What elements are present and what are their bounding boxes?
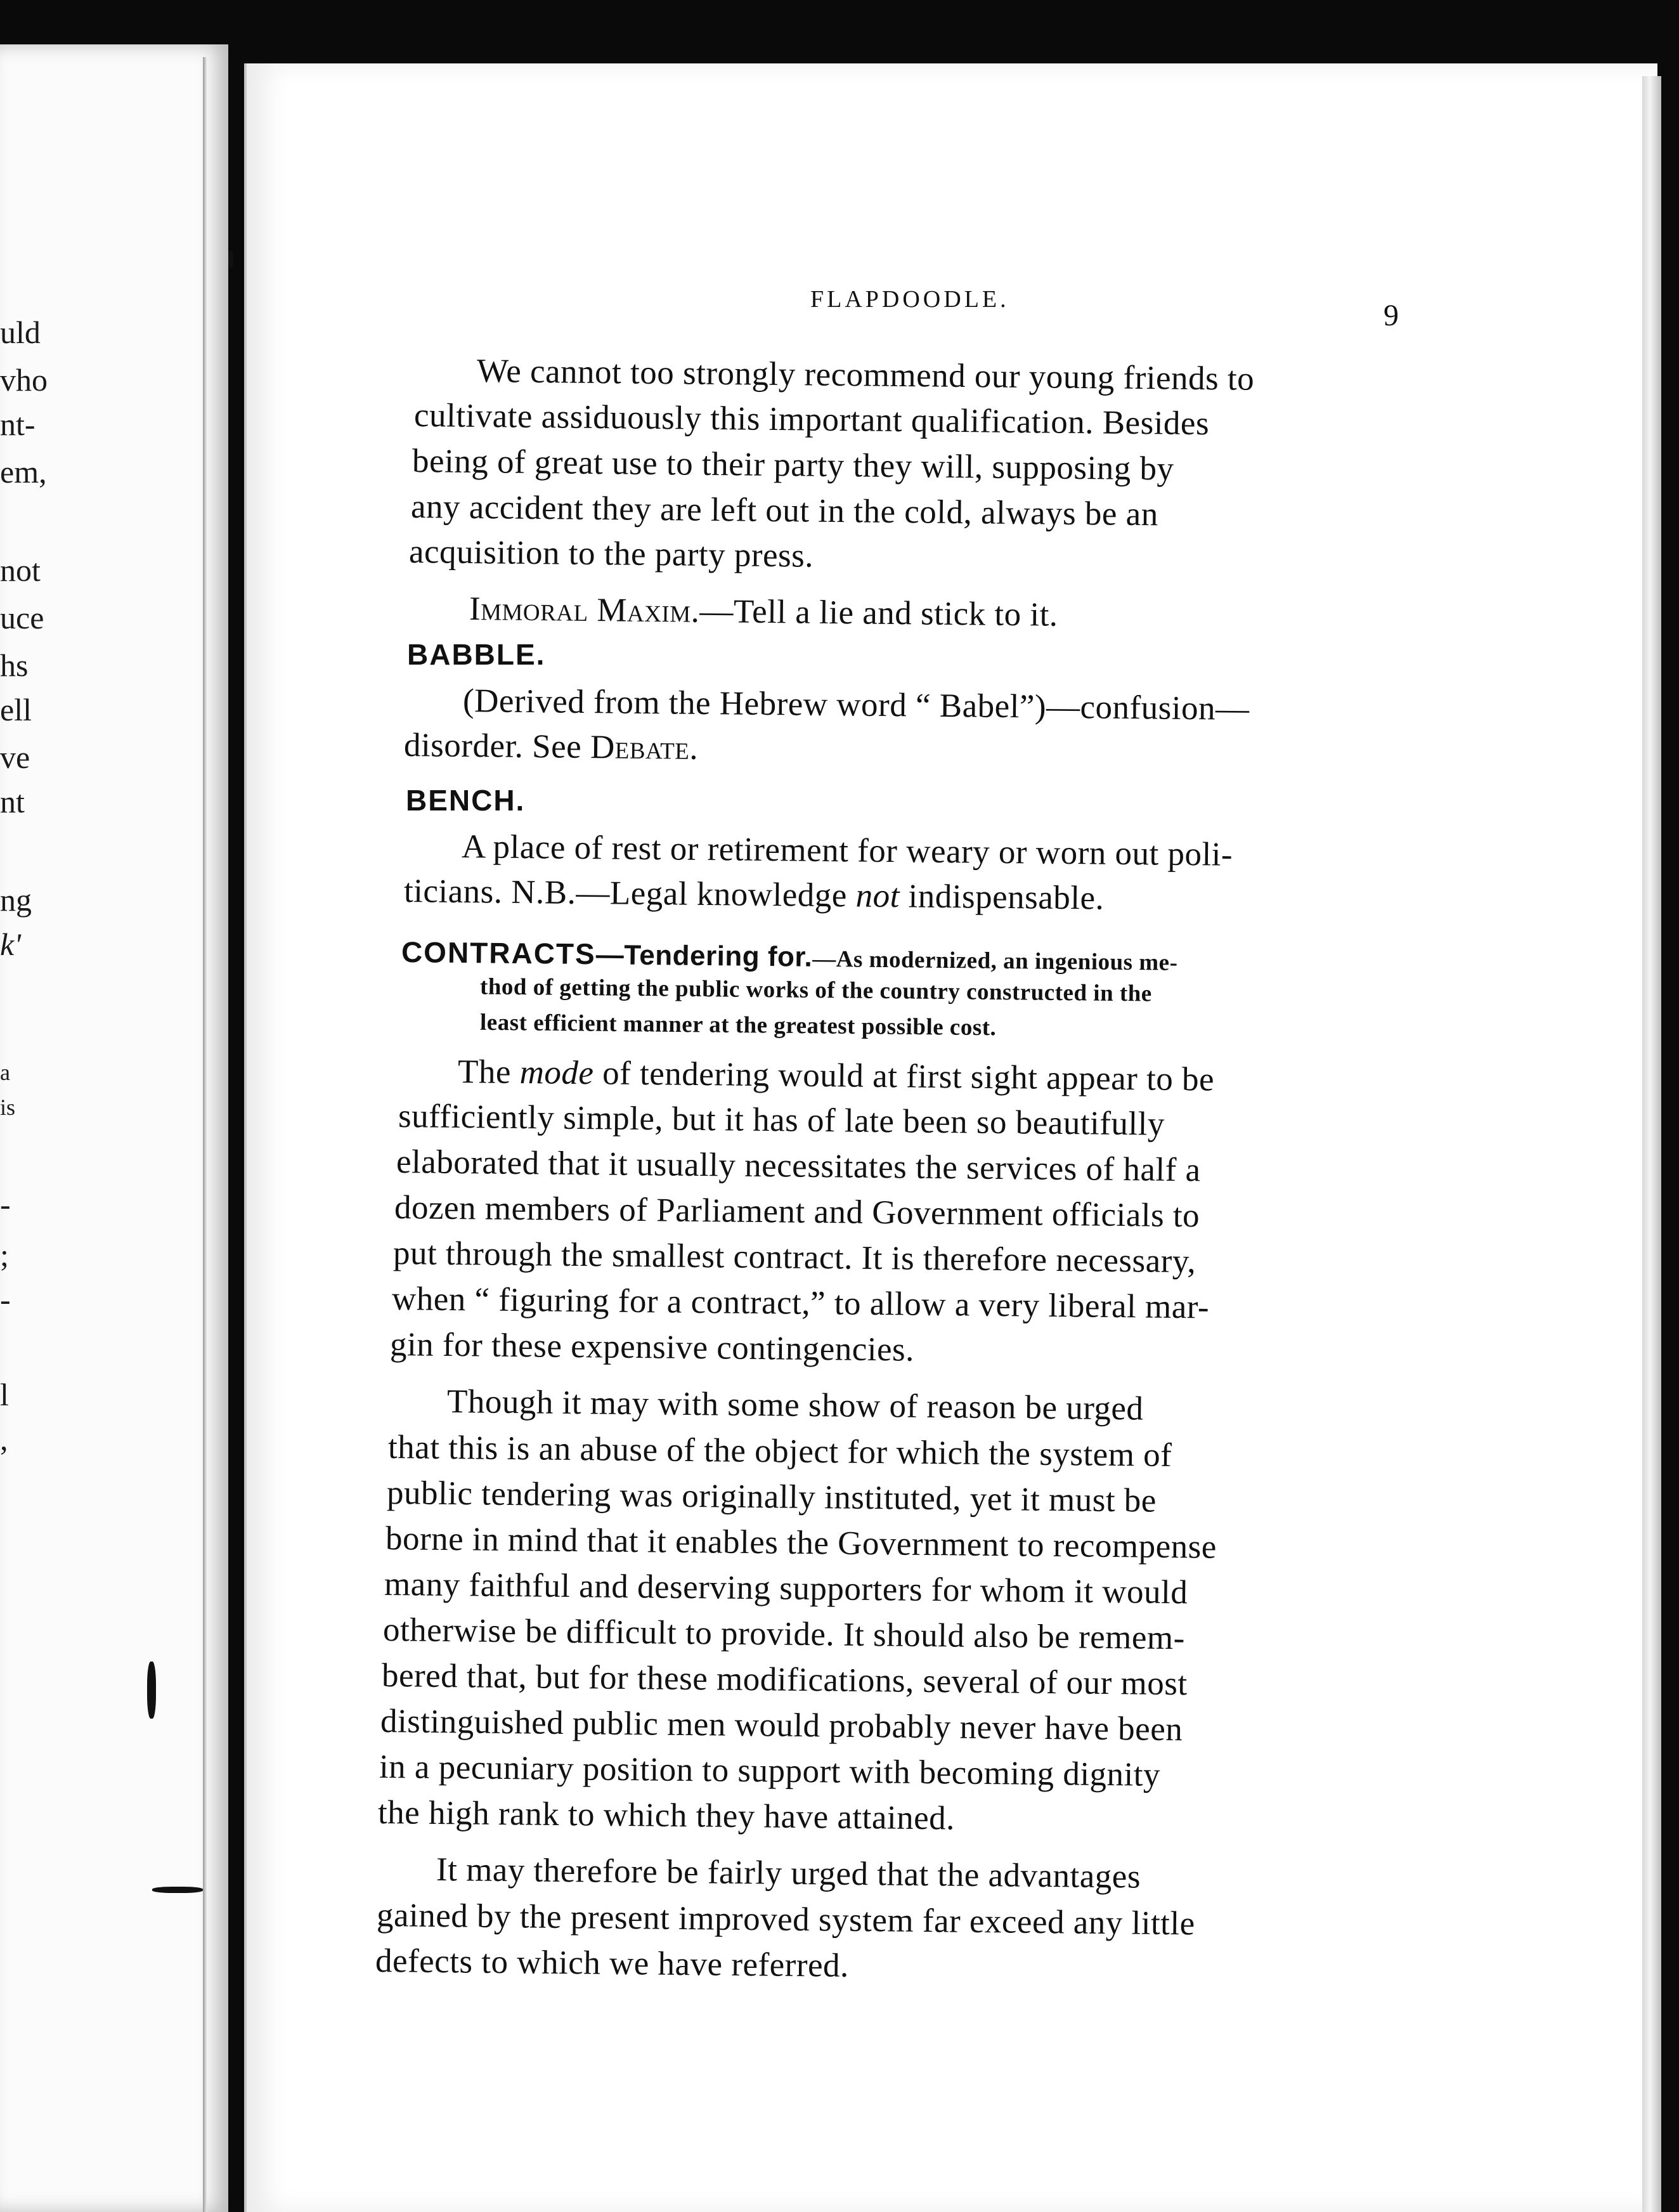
babble-text: disorder. See <box>403 727 591 766</box>
left-page-fragment: nt- <box>0 407 36 442</box>
text-line: dozen members of Parliament and Government officials to <box>394 1189 1200 1235</box>
left-page-fragment: a <box>0 1060 10 1085</box>
left-page-fragment: uce <box>0 600 44 635</box>
definition-line: least efficient manner at the greatest possible cost. <box>479 1009 997 1041</box>
left-page-fragment: , <box>0 1421 8 1457</box>
immoral-maxim <box>469 590 1058 634</box>
left-page-fragment: k' <box>0 927 21 962</box>
binding-mark <box>228 250 233 268</box>
left-page-fragment: - <box>0 1282 11 1317</box>
emphasis: not <box>855 877 900 915</box>
maxim-label: Immoral Maxim. <box>469 590 700 630</box>
text-line <box>404 872 1105 918</box>
text-line: defects to which we have referred. <box>375 1942 850 1984</box>
text-line: elaborated that it usually necessitates the services of half a <box>396 1143 1201 1189</box>
text-line: put through the smallest contract. It is therefore necessary, <box>392 1235 1196 1280</box>
left-page-fragment: l <box>0 1377 9 1412</box>
entry-heading-babble: BABBLE. <box>407 638 546 671</box>
text-line <box>458 1053 1215 1098</box>
text-line: A place of rest or retirement for weary or worn out poli- <box>461 828 1233 873</box>
contracts-heading-line <box>401 932 1178 979</box>
left-page-fragment: ng <box>0 882 32 918</box>
text-line <box>404 726 699 767</box>
entry-subheading: —Tendering for. <box>595 939 813 973</box>
maxim-text: —Tell a lie and stick to it. <box>699 592 1058 634</box>
text-line: Though it may with some show of reason be urged <box>446 1383 1144 1428</box>
text-run: of tendering would at first sight appear to be <box>593 1055 1215 1098</box>
entry-heading-contracts: CONTRACTS <box>401 935 597 971</box>
text-run: The <box>457 1053 520 1091</box>
definition-text: —As modernized, an ingenious me- <box>812 946 1178 976</box>
cross-reference-debate: Debate. <box>590 729 699 767</box>
left-page-fragment: em, <box>0 454 47 490</box>
entry-heading-bench: BENCH. <box>406 784 526 817</box>
emphasis: mode <box>519 1054 594 1092</box>
running-head: FLAPDOODLE. <box>810 286 1009 313</box>
text-line: (Derived from the Hebrew word “ Babel”)—confusion— <box>462 682 1250 727</box>
book-gutter <box>203 57 207 2212</box>
text-line: distinguished public men would probably never have been <box>380 1703 1183 1748</box>
left-page-fragment: ; <box>0 1237 9 1273</box>
text-line: sufficiently simple, but it has of late been so beautifully <box>398 1098 1165 1143</box>
text-line: We cannot too strongly recommend our young friends to <box>476 353 1255 398</box>
left-page-fragment: uld <box>0 315 41 350</box>
left-page-fragment: is <box>0 1095 16 1120</box>
text-line: acquisition to the party press. <box>408 533 814 575</box>
text-line: cultivate assiduously this important qualification. Besides <box>413 397 1210 443</box>
text-line: bered that, but for these modifications, several of our most <box>381 1657 1188 1703</box>
text-line: It may therefore be fairly urged that the advantages <box>436 1851 1141 1896</box>
text-line: when “ figuring for a contract,” to allow a very liberal mar- <box>391 1280 1210 1326</box>
text-line: borne in mind that it enables the Government to recompense <box>385 1520 1217 1566</box>
text-line: being of great use to their party they will, supposing by <box>412 443 1174 488</box>
bench-text: ticians. N.B.—Legal knowledge <box>403 873 856 914</box>
text-line: the high rank to which they have attained. <box>377 1794 956 1837</box>
left-page-fragment: hs <box>0 647 29 683</box>
definition-line: thod of getting the public works of the country constructed in the <box>479 973 1152 1007</box>
left-page-fragment: vho <box>0 362 48 398</box>
left-page-fragment: nt <box>0 784 25 819</box>
text-line: gin for these expensive contingencies. <box>389 1326 915 1369</box>
text-line: gained by the present improved system far exceed any little <box>376 1897 1195 1942</box>
text-line: any accident they are left out in the cold, always be an <box>410 488 1159 533</box>
left-page-fragment: not <box>0 552 41 588</box>
bench-text: indispensable. <box>899 878 1105 917</box>
text-line: that this is an abuse of the object for which the system of <box>387 1429 1172 1474</box>
binding-mark <box>147 1662 156 1719</box>
left-page-fragment: ve <box>0 739 30 775</box>
left-page-fragment: ell <box>0 692 32 727</box>
text-line: in a pecuniary position to support with becoming dignity <box>379 1748 1161 1793</box>
page-number: 9 <box>1384 299 1399 332</box>
page-edge <box>1642 76 1661 2212</box>
text-line: many faithful and deserving supporters for whom it would <box>384 1566 1188 1611</box>
binding-mark <box>152 1887 203 1893</box>
text-line: otherwise be difficult to provide. It should also be remem- <box>382 1611 1186 1657</box>
left-page-fragment: - <box>0 1187 11 1222</box>
text-line: public tendering was originally instituted, yet it must be <box>386 1474 1157 1519</box>
